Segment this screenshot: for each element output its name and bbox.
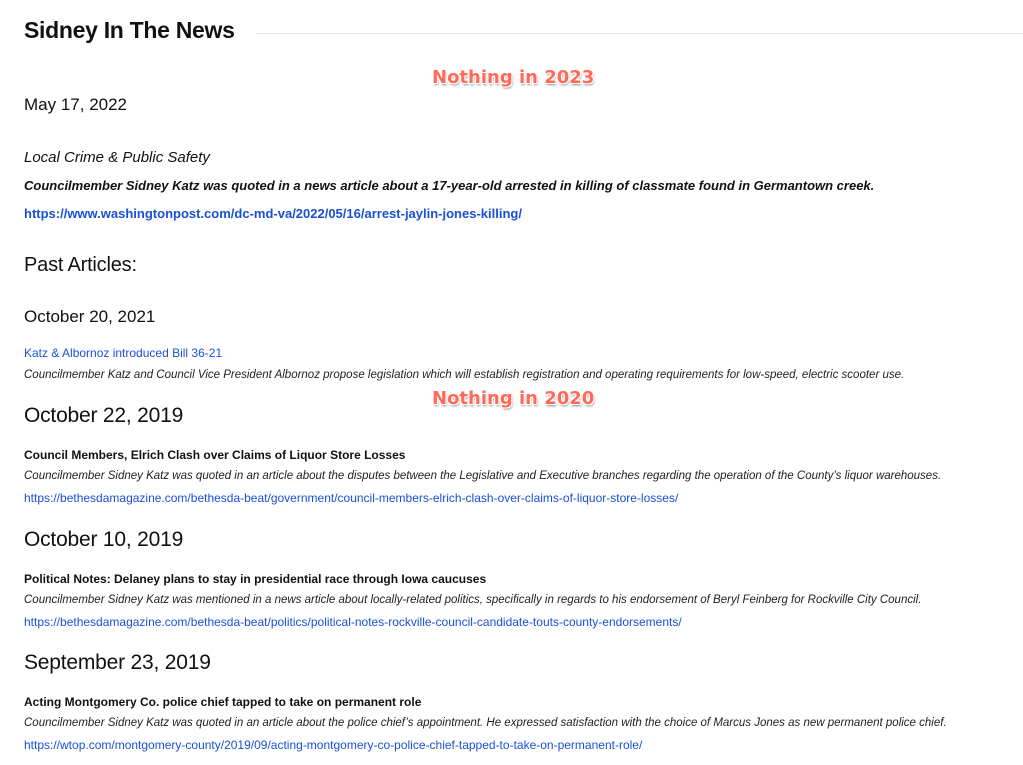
article-link[interactable]: https://bethesdamagazine.com/bethesda-beat/government/council-members-elrich-clash-over-claims-of-liquor-store-losses/ bbox=[24, 491, 679, 505]
past-articles-heading: Past Articles: bbox=[24, 254, 137, 276]
article-description: Councilmember Sidney Katz was mentioned in a news article about locally-related politics, specifically in regards to his endorsement of Beryl Feinberg for Rockville City Council. bbox=[24, 594, 922, 606]
annotation-nothing-2020: Nothing in 2020 bbox=[432, 388, 595, 409]
featured-description: Councilmember Sidney Katz was quoted in a news article about a 17-year-old arrested in killing of classmate found in Germantown creek. bbox=[24, 178, 875, 193]
article-date: October 10, 2019 bbox=[24, 528, 184, 551]
article-link[interactable]: https://wtop.com/montgomery-county/2019/09/acting-montgomery-co-police-chief-tapped-to-take-on-permanent-role/ bbox=[24, 738, 643, 752]
article-title-link[interactable]: Katz & Albornoz introduced Bill 36-21 bbox=[24, 346, 223, 360]
featured-category: Local Crime & Public Safety bbox=[24, 149, 210, 166]
article-description: Councilmember Sidney Katz was quoted in an article about the disputes between the Legislative and Executive branches regarding the operation of the County’s liquor warehouses. bbox=[24, 470, 942, 482]
featured-date: May 17, 2022 bbox=[24, 95, 128, 114]
featured-article-link[interactable]: https://www.washingtonpost.com/dc-md-va/2022/05/16/arrest-jaylin-jones-killing/ bbox=[24, 206, 522, 221]
page-title: Sidney In The News bbox=[24, 17, 235, 43]
article-title: Council Members, Elrich Clash over Claims of Liquor Store Losses bbox=[24, 448, 406, 462]
annotation-nothing-2023: Nothing in 2023 bbox=[432, 67, 595, 88]
article-title: Acting Montgomery Co. police chief tapped to take on permanent role bbox=[24, 695, 422, 709]
article-date: October 22, 2019 bbox=[24, 404, 184, 427]
title-divider bbox=[256, 33, 1023, 34]
article-date: September 23, 2019 bbox=[24, 651, 211, 674]
article-description: Councilmember Katz and Council Vice President Albornoz propose legislation which will establish registration and operating requirements for low-speed, electric scooter use. bbox=[24, 369, 905, 381]
article-date: October 20, 2021 bbox=[24, 307, 156, 326]
article-title: Political Notes: Delaney plans to stay in presidential race through Iowa caucuses bbox=[24, 572, 487, 586]
article-link[interactable]: https://bethesdamagazine.com/bethesda-beat/politics/political-notes-rockville-council-candidate-touts-county-endorsements/ bbox=[24, 615, 682, 629]
article-description: Councilmember Sidney Katz was quoted in an article about the police chief’s appointment. He expressed satisfaction with the choice of Marcus Jones as new permanent police chief. bbox=[24, 717, 947, 729]
